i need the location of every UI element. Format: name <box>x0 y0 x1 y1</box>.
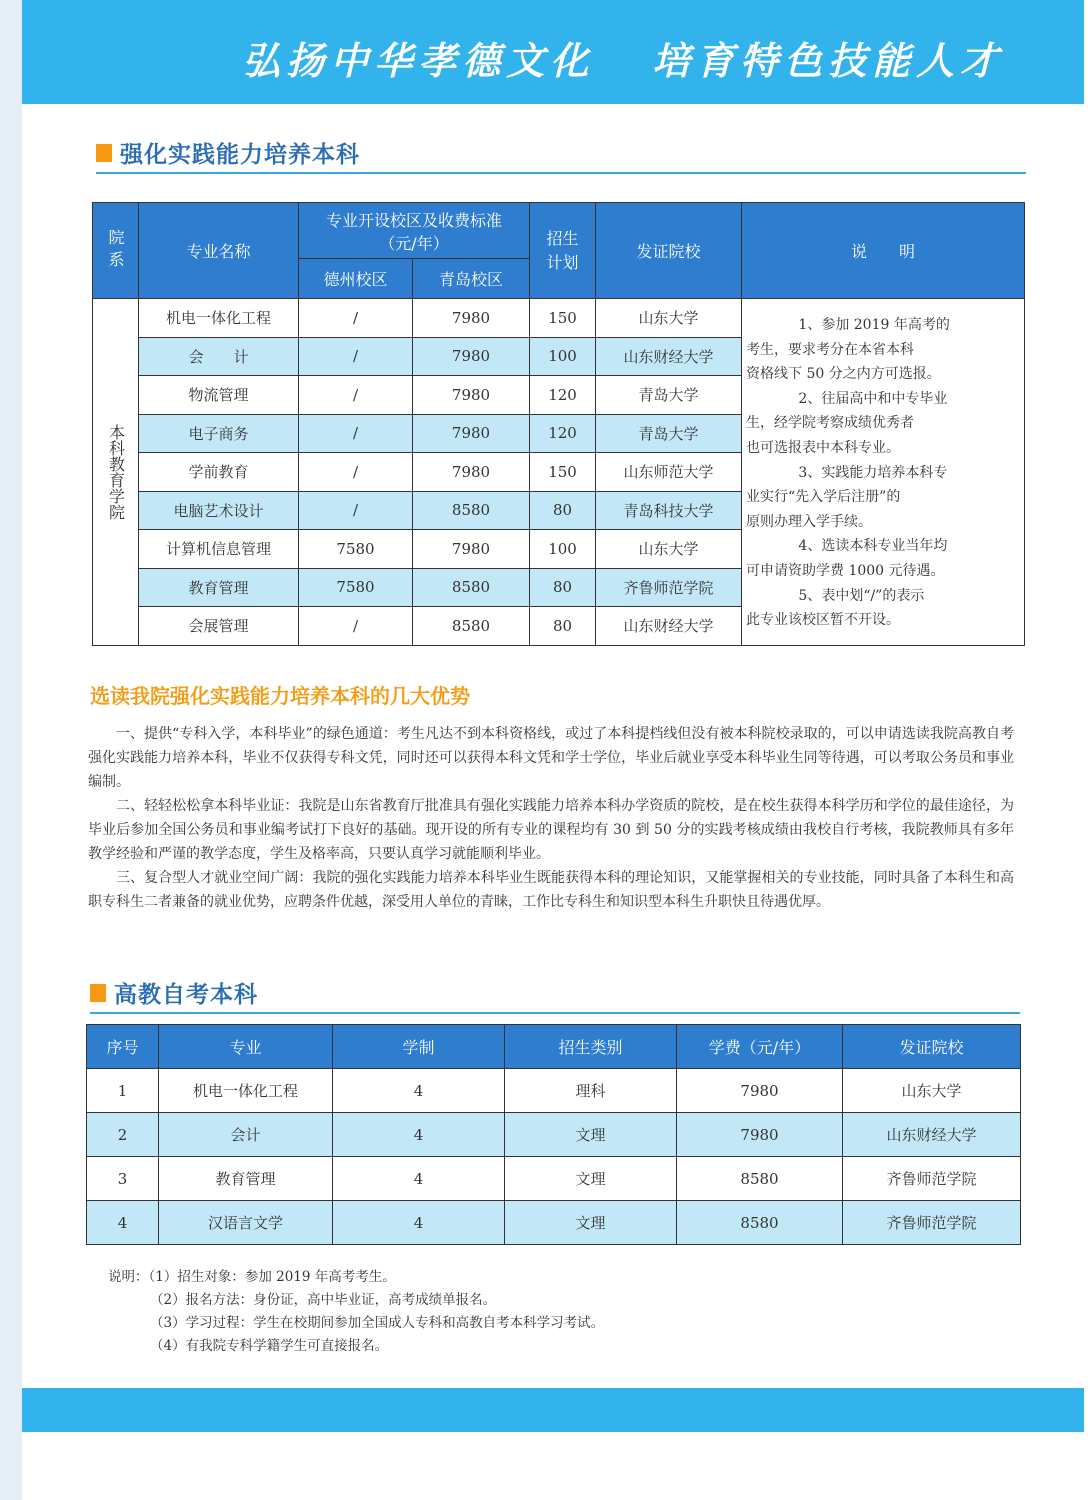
section1-heading <box>96 136 360 169</box>
cell-plan: 80 <box>530 568 596 607</box>
cell: 4 <box>333 1157 505 1201</box>
cell-major: 计算机信息管理 <box>139 530 299 569</box>
footnote-4: （4）有我院专科学籍学生可直接报名。 <box>150 1338 389 1354</box>
cell: 4 <box>333 1069 505 1113</box>
cell-cert: 山东财经大学 <box>596 607 742 646</box>
table-row <box>87 1069 1021 1113</box>
header-campus-fee-label: 专业开设校区及收费标准 <box>326 210 503 230</box>
cell-qingdao: 7980 <box>413 530 530 569</box>
cell: 理科 <box>505 1069 677 1113</box>
cell: 教育管理 <box>159 1157 333 1201</box>
advantage-paragraph-1: 一、提供“专科入学，本科毕业”的绿色通道：考生凡达不到本科资格线，或过了本科提档线但没有被本科院校录取的，可以申请选读我院高教自考强化实践能力培养本科，毕业不仅获得专科文凭，同时还可以获得本科文凭和学士学位，毕业后就业享受本科毕业生同等待遇，可以考取公务员和事业编制。 <box>88 726 1014 790</box>
cell-major: 会展管理 <box>139 607 299 646</box>
cell-dezhou: / <box>299 414 413 453</box>
header-col-6: 发证院校 <box>843 1025 1021 1069</box>
cell-qingdao: 8580 <box>413 568 530 607</box>
footnote-2: （2）报名方法：身份证，高中毕业证，高考成绩单报名。 <box>150 1292 497 1308</box>
cell-cert: 山东大学 <box>596 530 742 569</box>
note-line: 此专业该校区暂不开设。 <box>746 612 901 629</box>
cell-cert: 山东师范大学 <box>596 453 742 492</box>
note-line: 考生，要求考分在本省本科 <box>746 341 915 358</box>
section2-heading <box>90 976 258 1009</box>
table-row <box>87 1113 1021 1157</box>
cell-dezhou: 7580 <box>299 530 413 569</box>
note-line: 3、实践能力培养本科专 <box>798 464 948 481</box>
cell: 4 <box>333 1201 505 1245</box>
cell: 文理 <box>505 1157 677 1201</box>
header-col-3: 学制 <box>333 1025 505 1069</box>
footnote-lead: 说明： <box>108 1269 149 1285</box>
table-row <box>87 1157 1021 1201</box>
cell-plan: 150 <box>530 453 596 492</box>
cell: 8580 <box>677 1157 843 1201</box>
cell-cert: 山东财经大学 <box>596 337 742 376</box>
cell-cert: 齐鲁师范学院 <box>596 568 742 607</box>
note-line: 原则办理入学手续。 <box>746 513 873 530</box>
cell: 文理 <box>505 1113 677 1157</box>
advantages-title: 选读我院强化实践能力培养本科的几大优势 <box>90 684 470 708</box>
header-campus-fee-unit: （元/年） <box>379 233 449 253</box>
header-notes: 说 明 <box>742 203 1025 299</box>
note-line: 也可选报表中本科专业。 <box>746 439 901 456</box>
bottom-banner <box>22 1388 1084 1432</box>
top-banner <box>22 0 1084 104</box>
header-dezhou: 德州校区 <box>299 259 413 299</box>
cell-plan: 120 <box>530 376 596 415</box>
cell-dezhou: / <box>299 453 413 492</box>
cell: 7980 <box>677 1069 843 1113</box>
header-qingdao: 青岛校区 <box>413 259 530 299</box>
section2-divider <box>90 1012 1020 1014</box>
footnote-3: （3）学习过程：学生在校期间参加全国成人专科和高教自考本科学习考试。 <box>150 1315 605 1331</box>
cell-plan: 100 <box>530 337 596 376</box>
cell-cert: 青岛大学 <box>596 376 742 415</box>
notes-cell <box>742 299 1025 646</box>
cell: 3 <box>87 1157 159 1201</box>
section2-title: 高教自考本科 <box>114 982 258 1008</box>
cell-qingdao: 7980 <box>413 337 530 376</box>
cell-qingdao: 7980 <box>413 376 530 415</box>
cell-plan: 80 <box>530 491 596 530</box>
cell-major: 机电一体化工程 <box>139 299 299 338</box>
cell: 4 <box>333 1113 505 1157</box>
cell-cert: 山东大学 <box>596 299 742 338</box>
cell-dezhou: 7580 <box>299 568 413 607</box>
cell-qingdao: 8580 <box>413 491 530 530</box>
cell-qingdao: 7980 <box>413 414 530 453</box>
section1-divider <box>96 172 1026 174</box>
header-col-1: 序号 <box>87 1025 159 1069</box>
header-major: 专业名称 <box>139 203 299 299</box>
cell-major: 电脑艺术设计 <box>139 491 299 530</box>
cell-qingdao: 7980 <box>413 299 530 338</box>
table-row <box>87 1201 1021 1245</box>
section1-title: 强化实践能力培养本科 <box>120 142 360 168</box>
self-exam-table <box>86 1024 1021 1245</box>
cell: 山东财经大学 <box>843 1113 1021 1157</box>
advantage-paragraph-3: 三、复合型人才就业空间广阔：我院的强化实践能力培养本科毕业生既能获得本科的理论知识，又能掌握相关的专业技能，同时具备了本科生和高职专科生二者兼备的就业优势，应聘条件优越，深受用人单位的青睐，工作比专科生和知识型本科生升职快且待遇优厚。 <box>88 870 1014 910</box>
cell-plan: 100 <box>530 530 596 569</box>
footnotes <box>108 1266 604 1358</box>
header-col-2: 专业 <box>159 1025 333 1069</box>
header-dept: 院系 <box>93 203 139 299</box>
cell-qingdao: 7980 <box>413 453 530 492</box>
cell-dezhou: / <box>299 337 413 376</box>
header-campus-fee <box>299 203 530 259</box>
cell-cert: 青岛科技大学 <box>596 491 742 530</box>
cell-dezhou: / <box>299 607 413 646</box>
cell-major: 会 计 <box>139 337 299 376</box>
cell: 7980 <box>677 1113 843 1157</box>
note-line: 生，经学院考察成绩优秀者 <box>746 415 915 432</box>
cell-plan: 80 <box>530 607 596 646</box>
note-line: 可申请资助学费 1000 元待遇。 <box>746 562 945 579</box>
cell-major: 电子商务 <box>139 414 299 453</box>
note-line: 1、参加 2019 年高考的 <box>798 317 950 333</box>
advantage-paragraph-2: 二、轻轻松松拿本科毕业证：我院是山东省教育厅批准具有强化实践能力培养本科办学资质的院校，是在校生获得本科学历和学位的最佳途径，为毕业后参加全国公务员和事业编考试打下良好的基础。现开设的所有专业的课程均有 30 到 50 分的实践考核成绩由我校自行考核，我院教师具有多年教学经验和严谨的教学态度，学生及格率高，只要认真学习就能顺利毕业。 <box>88 798 1014 862</box>
cell: 齐鲁师范学院 <box>843 1157 1021 1201</box>
cell-cert: 青岛大学 <box>596 414 742 453</box>
cell: 汉语言文学 <box>159 1201 333 1245</box>
cell: 会计 <box>159 1113 333 1157</box>
cell-plan: 120 <box>530 414 596 453</box>
note-line: 5、表中划“/”的表示 <box>798 587 925 604</box>
banner-slogan: 弘扬中华孝德文化 培育特色技能人才 <box>242 38 1004 83</box>
advantages-body <box>88 722 1014 914</box>
cell-dezhou: / <box>299 491 413 530</box>
header-cert: 发证院校 <box>596 203 742 299</box>
header-plan: 招生计划 <box>530 203 596 299</box>
header-col-5: 学费（元/年） <box>677 1025 843 1069</box>
page-edge <box>0 0 22 1500</box>
cell: 齐鲁师范学院 <box>843 1201 1021 1245</box>
cell: 8580 <box>677 1201 843 1245</box>
cell-qingdao: 8580 <box>413 607 530 646</box>
cell: 2 <box>87 1113 159 1157</box>
cell: 山东大学 <box>843 1069 1021 1113</box>
cell: 1 <box>87 1069 159 1113</box>
header-col-4: 招生类别 <box>505 1025 677 1069</box>
note-line: 业实行“先入学后注册”的 <box>746 489 901 506</box>
practice-degree-table <box>92 202 1025 646</box>
footnote-1: 说明：（1）招生对象：参加 2019 年高考考生。 <box>108 1269 396 1285</box>
note-line: 资格线下 50 分之内方可选报。 <box>746 366 941 383</box>
cell-major: 教育管理 <box>139 568 299 607</box>
table-row <box>93 299 1025 338</box>
orange-square-icon <box>90 984 106 1002</box>
cell-dezhou: / <box>299 299 413 338</box>
orange-square-icon <box>96 144 112 162</box>
cell: 4 <box>87 1201 159 1245</box>
cell-dezhou: / <box>299 376 413 415</box>
note-line: 4、选读本科专业当年均 <box>798 538 948 555</box>
cell-major: 学前教育 <box>139 453 299 492</box>
note-line: 2、往届高中和中专毕业 <box>798 390 948 407</box>
dept-name: 本科教育学院 <box>93 299 139 646</box>
cell-plan: 150 <box>530 299 596 338</box>
cell: 机电一体化工程 <box>159 1069 333 1113</box>
cell: 文理 <box>505 1201 677 1245</box>
cell-major: 物流管理 <box>139 376 299 415</box>
